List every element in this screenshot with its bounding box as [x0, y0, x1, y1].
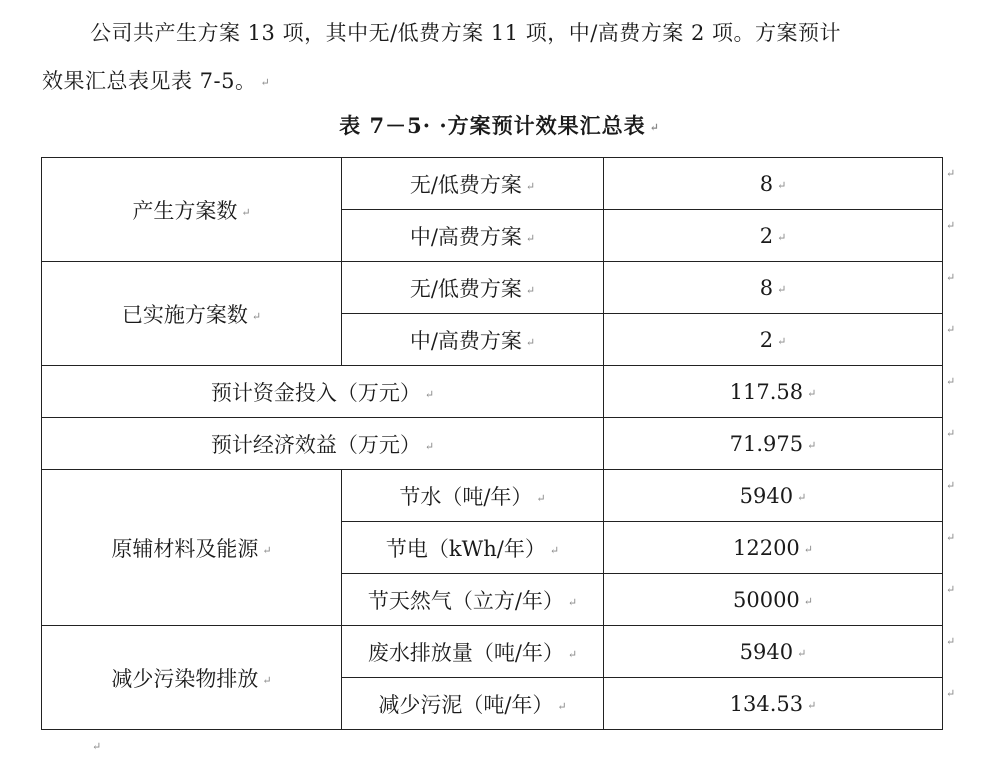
benefit-value: 71.975 ↵: [604, 418, 943, 470]
row-label: 中/高费方案 ↵: [342, 210, 604, 262]
group-label-generated: 产生方案数 ↵: [42, 158, 342, 262]
group-label-implemented: 已实施方案数 ↵: [42, 262, 342, 366]
row-end-mark-icon: ↵: [946, 375, 956, 388]
table-row: [42, 418, 943, 470]
benefit-label: 预计经济效益（万元） ↵: [42, 418, 604, 470]
row-value: 50000 ↵: [604, 574, 943, 626]
row-label: 节水（吨/年） ↵: [342, 470, 604, 522]
row-value: 2 ↵: [604, 314, 943, 366]
row-end-mark-icon: ↵: [946, 323, 956, 336]
table-row: [42, 366, 943, 418]
row-value: 8 ↵: [604, 262, 943, 314]
row-end-mark-icon: ↵: [946, 271, 956, 284]
row-end-mark-icon: ↵: [946, 167, 956, 180]
row-value: 8 ↵: [604, 158, 943, 210]
row-end-mark-icon: ↵: [946, 635, 956, 648]
row-label: 中/高费方案 ↵: [342, 314, 604, 366]
row-value: 2 ↵: [604, 210, 943, 262]
row-label: 节天然气（立方/年） ↵: [342, 574, 604, 626]
investment-label: 预计资金投入（万元） ↵: [42, 366, 604, 418]
row-end-mark-icon: ↵: [946, 479, 956, 492]
paragraph-mark-icon: ↵: [92, 740, 102, 753]
investment-value: 117.58 ↵: [604, 366, 943, 418]
row-end-mark-icon: ↵: [946, 687, 956, 700]
row-end-mark-icon: ↵: [946, 531, 956, 544]
row-value: 5940 ↵: [604, 470, 943, 522]
paragraph-mark-icon: ↵: [260, 75, 271, 89]
intro-line-2: 效果汇总表见表 7-5。: [42, 69, 257, 93]
row-label: 节电（kWh/年） ↵: [342, 522, 604, 574]
intro-line-1: 公司共产生方案 13 项，其中无/低费方案 11 项，中/高费方案 2 项。方案预计: [90, 21, 842, 45]
table-row: [42, 470, 943, 522]
row-label: 无/低费方案 ↵: [342, 262, 604, 314]
table-row: [42, 262, 943, 314]
row-label: 减少污泥（吨/年） ↵: [342, 678, 604, 730]
table-caption: 表 7－5· ·方案预计效果汇总表 ↵: [339, 113, 660, 138]
row-end-marks: [946, 157, 955, 729]
group-label-materials: 原辅材料及能源 ↵: [42, 470, 342, 626]
summary-table: [41, 157, 943, 730]
intro-paragraph: [42, 9, 942, 107]
row-label: 无/低费方案 ↵: [342, 158, 604, 210]
row-value: 12200 ↵: [604, 522, 943, 574]
table-row: [42, 158, 943, 210]
table-row: [42, 626, 943, 678]
group-label-emissions: 减少污染物排放 ↵: [42, 626, 342, 730]
row-end-mark-icon: ↵: [946, 583, 956, 596]
row-value: 5940 ↵: [604, 626, 943, 678]
row-label: 废水排放量（吨/年） ↵: [342, 626, 604, 678]
paragraph-mark-icon: ↵: [649, 120, 660, 134]
row-value: 134.53 ↵: [604, 678, 943, 730]
row-end-mark-icon: ↵: [946, 427, 956, 440]
row-end-mark-icon: ↵: [946, 219, 956, 232]
